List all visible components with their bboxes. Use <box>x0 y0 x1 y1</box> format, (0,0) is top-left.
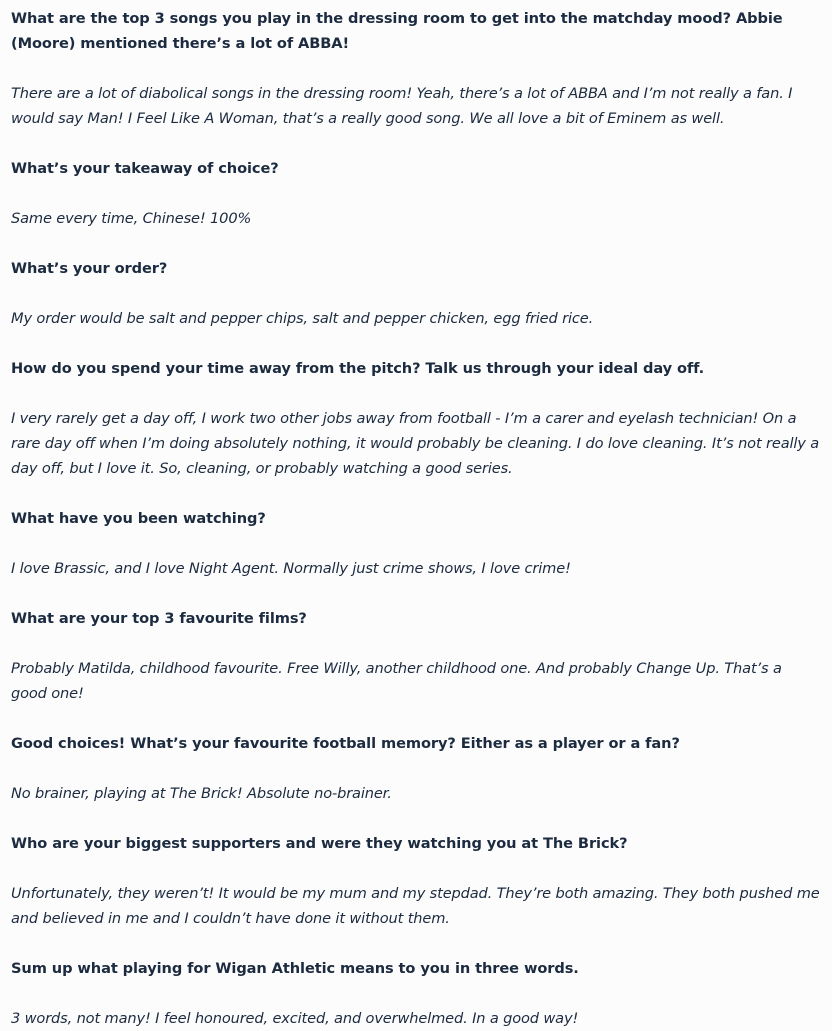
interview-answer: 3 words, not many! I feel honoured, excited, and overwhelmed. In a good way! <box>11 1010 579 1027</box>
interview-question: Who are your biggest supporters and were they watching you at The Brick? <box>11 835 628 852</box>
interview-question: What are the top 3 songs you play in the dressing room to get into the matchday mood? Abbie (Moore) mentioned there’s a lot of ABBA! <box>11 10 783 52</box>
interview-answer: No brainer, playing at The Brick! Absolute no-brainer. <box>11 785 392 802</box>
interview-answer: Same every time, Chinese! 100% <box>11 210 252 227</box>
qa-pair <box>11 6 821 131</box>
qa-pair <box>11 956 821 1031</box>
interview-question: What’s your order? <box>11 260 168 277</box>
interview-question: What are your top 3 favourite films? <box>11 610 307 627</box>
qa-pair <box>11 606 821 706</box>
interview-answer: My order would be salt and pepper chips, salt and pepper chicken, egg fried rice. <box>11 310 594 327</box>
interview-answer: Unfortunately, they weren’t! It would be my mum and my stepdad. They’re both amazing. They both pushed me and believed in me and I couldn’t have done it without them. <box>11 885 820 927</box>
interview-answer: Probably Matilda, childhood favourite. Free Willy, another childhood one. And probably Change Up. That’s a good one! <box>11 660 782 702</box>
interview-answer: I very rarely get a day off, I work two other jobs away from football - I’m a carer and eyelash technician! On a rare day off when I’m doing absolutely nothing, it would probably be cleaning. I do love cleaning. It’s not really a day off, but I love it. So, cleaning, or probably watching a good series. <box>11 410 820 477</box>
qa-pair <box>11 831 821 931</box>
qa-pair <box>11 156 821 231</box>
interview-answer: I love Brassic, and I love Night Agent. Normally just crime shows, I love crime! <box>11 560 571 577</box>
interview-question: Good choices! What’s your favourite football memory? Either as a player or a fan? <box>11 735 680 752</box>
qa-pair <box>11 356 821 481</box>
qa-pair <box>11 506 821 581</box>
qa-pair <box>11 256 821 331</box>
qa-pair <box>11 731 821 806</box>
interview-question: What’s your takeaway of choice? <box>11 160 279 177</box>
interview-question: What have you been watching? <box>11 510 266 527</box>
interview-answer: There are a lot of diabolical songs in the dressing room! Yeah, there’s a lot of ABBA and I’m not really a fan. I would say Man! I Feel Like A Woman, that’s a really good song. We all love a bit of Eminem as well. <box>11 85 793 127</box>
interview-question: Sum up what playing for Wigan Athletic means to you in three words. <box>11 960 579 977</box>
interview-question: How do you spend your time away from the pitch? Talk us through your ideal day off. <box>11 360 705 377</box>
